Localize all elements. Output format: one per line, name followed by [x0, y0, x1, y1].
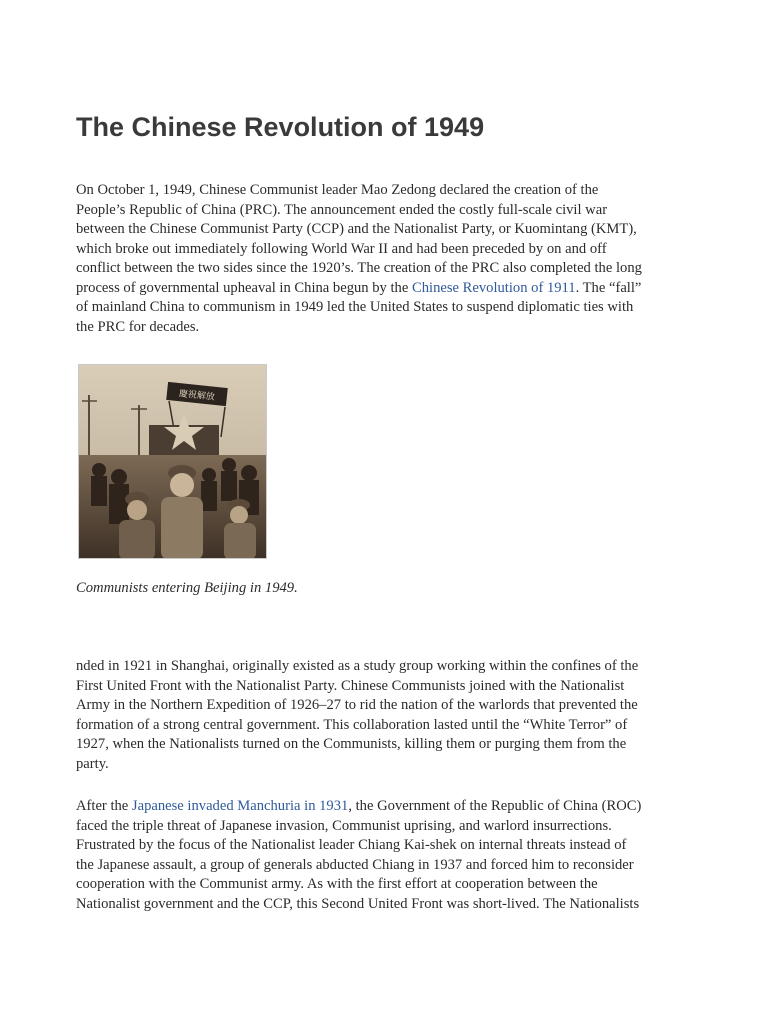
text-line: the Japanese assault, a group of generals abducted Chiang in 1937 and forced him to reconsider: [76, 856, 634, 873]
text-segment: . The “fall”: [575, 279, 642, 296]
text-line: 1927, when the Nationalists turned on the Communists, killing them or purging them from the: [76, 736, 627, 752]
intro-paragraph: [76, 181, 692, 337]
text-line: First United Front with the Nationalist Party. Chinese Communists joined with the Nationalist: [76, 677, 625, 694]
body-paragraph: [76, 797, 692, 914]
text-line: People’s Republic of China (PRC). The announcement ended the costly full-scale civil war: [76, 201, 608, 218]
article-title: The Chinese Revolution of 1949: [76, 112, 485, 142]
text-line: Frustrated by the focus of the Nationalist leader Chiang Kai-shek on internal threats instead of: [76, 837, 627, 853]
text-line: On October 1, 1949, Chinese Communist leader Mao Zedong declared the creation of the: [76, 182, 599, 198]
link-chinese-revolution-1911[interactable]: Chinese Revolution of 1911: [411, 279, 576, 296]
historical-photo: [78, 364, 267, 559]
text-line: cooperation with the Communist army. As with the first effort at cooperation between the: [76, 876, 598, 892]
photo-caption: Communists entering Beijing in 1949.: [76, 580, 298, 596]
text-line: Army in the Northern Expedition of 1926–27 to rid the nation of the warlords that prevented the: [76, 697, 638, 713]
text-line: Nationalist government and the CCP, this Second United Front was short-lived. The Nationalists: [76, 895, 640, 912]
text-line: faced the triple threat of Japanese invasion, Communist uprising, and warlord insurrections.: [76, 817, 612, 834]
text-line: [76, 797, 692, 817]
text-line: between the Chinese Communist Party (CCP) and the Nationalist Party, or Kuomintang (KMT),: [76, 221, 637, 237]
link-japanese-invaded-manchuria[interactable]: Japanese invaded Manchuria in 1931: [131, 798, 349, 814]
banner-text: 慶祝解放: [178, 389, 216, 403]
text-line: formation of a strong central government. This collaboration lasted until the “White Terror” of: [76, 716, 628, 733]
text-line: party.: [76, 755, 109, 772]
text-segment: , the Government of the Republic of China (ROC): [348, 798, 642, 814]
text-segment: After the: [76, 798, 132, 814]
text-line: [76, 279, 692, 299]
text-line: of mainland China to communism in 1949 led the United States to suspend diplomatic ties with: [76, 299, 634, 315]
photo-illustration: [79, 365, 267, 559]
text-line: conflict between the two sides since the 1920’s. The creation of the PRC also completed the long: [76, 260, 642, 276]
text-line: the PRC for decades.: [76, 318, 200, 335]
body-paragraph: [76, 657, 692, 774]
text-segment: process of governmental upheaval in China begun by the: [76, 279, 412, 296]
text-line: nded in 1921 in Shanghai, originally existed as a study group working within the confines of the: [76, 658, 639, 674]
text-line: which broke out immediately following World War II and had been preceded by on and off: [76, 240, 607, 257]
